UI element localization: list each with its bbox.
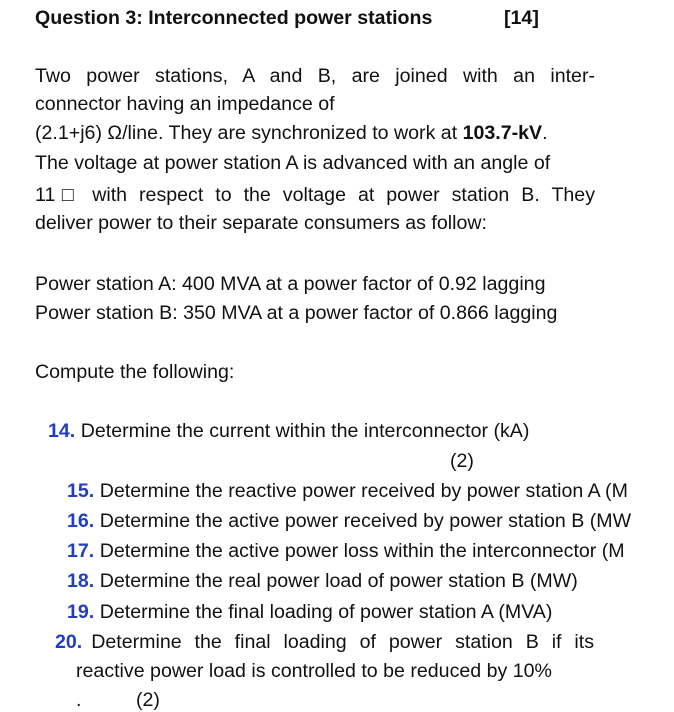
load-station-b: Power station B: 350 MVA at a power factor of 0.866 lagging [35, 302, 558, 324]
question-17-text: Determine the active power loss within the interconnector (M [99, 540, 625, 562]
intro-line-4: The voltage at power station A is advanced with an angle of [35, 152, 551, 174]
intro-line-3-prefix: (2.1+j6) Ω/line. They are synchronized to work at [35, 122, 463, 144]
question-16 [67, 510, 674, 532]
question-14 [48, 420, 529, 442]
question-20 [55, 631, 594, 653]
voltage-value: 103.7-kV [462, 122, 543, 144]
question-20-text-line2: reactive power load is controlled to be reduced by 10% [76, 660, 552, 682]
question-20-number: 20. [55, 631, 83, 653]
question-16-number: 16. [67, 510, 95, 532]
intro-line-5: 11□ with respect to the voltage at power station B. They [35, 184, 595, 206]
question-15 [67, 480, 674, 502]
question-19-text: Determine the final loading of power station A (MVA) [99, 601, 553, 623]
question-20-dot: . [76, 689, 82, 711]
question-15-number: 15. [67, 480, 95, 502]
question-15-text: Determine the reactive power received by power station A ( [99, 480, 612, 502]
intro-line-6: deliver power to their separate consumers as follow: [35, 212, 487, 234]
question-17-number: 17. [67, 540, 95, 562]
question-18-text: Determine the real power load of power station B (MW) [99, 570, 578, 592]
question-19 [67, 601, 552, 623]
question-18-number: 18. [67, 570, 95, 592]
question-title: Question 3: Interconnected power stations [35, 7, 433, 29]
compute-label: Compute the following: [35, 361, 235, 383]
question-18 [67, 570, 578, 592]
question-20-text: Determine the final loading of power station B if its [91, 631, 594, 653]
load-station-a: Power station A: 400 MVA at a power factor of 0.92 lagging [35, 273, 546, 295]
intro-line-3 [35, 122, 548, 144]
question-14-number: 14. [48, 420, 76, 442]
question-14-marks: (2) [450, 450, 474, 472]
question-20-marks: (2) [136, 689, 160, 711]
intro-line-3-suffix: . [542, 122, 548, 144]
intro-line-2: connector having an impedance of [35, 93, 335, 115]
question-19-number: 19. [67, 601, 95, 623]
question-17 [67, 540, 674, 562]
question-16-text: Determine the active power received by power station B (MW [99, 510, 632, 532]
question-14-text: Determine the current within the interconnector (kA) [80, 420, 530, 442]
spellcheck-underline: M [611, 480, 628, 502]
question-marks: [14] [504, 7, 539, 29]
intro-line-1: Two power stations, A and B, are joined with an inter- [35, 65, 595, 87]
